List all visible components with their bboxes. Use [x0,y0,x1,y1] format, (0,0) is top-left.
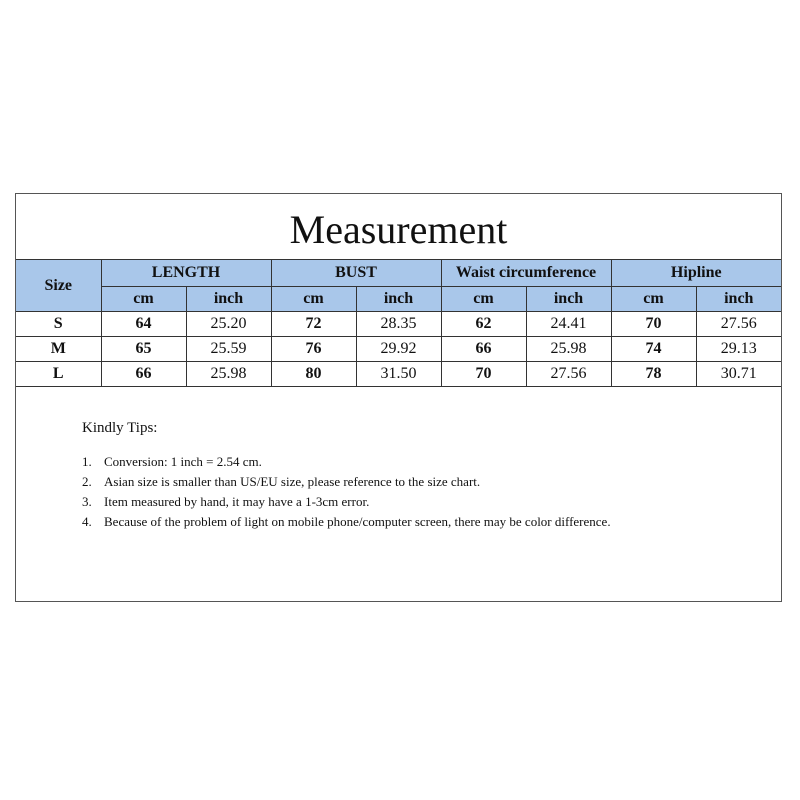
hipline-cm-value: 70 [611,312,696,337]
waist-cm-value: 66 [441,337,526,362]
bust-cm-value: 76 [271,337,356,362]
waist-group-header: Waist circumference [441,260,611,287]
tips-heading: Kindly Tips: [82,420,158,436]
size-chart-table [16,259,781,387]
table-unit-header-row [16,287,781,312]
bust-inch-value: 31.50 [356,362,441,387]
hipline-inch-value: 27.56 [696,312,781,337]
length-inch-value: 25.20 [186,312,271,337]
waist-inch-value: 25.98 [526,337,611,362]
tip-text: Item measured by hand, it may have a 1-3cm error. [104,494,370,509]
waist-inch-header: inch [526,287,611,312]
tip-text: Because of the problem of light on mobile phone/computer screen, there may be color difference. [104,514,611,529]
tips-section [82,418,682,532]
table-row [16,337,781,362]
tips-list [82,452,682,532]
length-inch-header: inch [186,287,271,312]
tip-text: Asian size is smaller than US/EU size, please reference to the size chart. [104,474,481,489]
tip-item [82,512,682,532]
waist-cm-value: 62 [441,312,526,337]
length-inch-value: 25.98 [186,362,271,387]
hipline-cm-value: 74 [611,337,696,362]
size-label: L [16,362,101,387]
table-row [16,362,781,387]
hipline-inch-value: 30.71 [696,362,781,387]
tip-item [82,492,682,512]
length-cm-value: 65 [101,337,186,362]
length-group-header: LENGTH [101,260,271,287]
waist-inch-value: 24.41 [526,312,611,337]
table-group-header-row [16,260,781,287]
bust-cm-header: cm [271,287,356,312]
hipline-group-header: Hipline [611,260,781,287]
bust-cm-value: 80 [271,362,356,387]
length-cm-header: cm [101,287,186,312]
length-cm-value: 66 [101,362,186,387]
tip-item [82,472,682,492]
size-column-header: Size [16,260,101,312]
tip-number: 2. [82,474,92,489]
waist-cm-value: 70 [441,362,526,387]
length-cm-value: 64 [101,312,186,337]
size-label: M [16,337,101,362]
tip-item [82,452,682,472]
hipline-cm-value: 78 [611,362,696,387]
tip-number: 3. [82,494,92,509]
tip-text: Conversion: 1 inch = 2.54 cm. [104,454,262,469]
bust-group-header: BUST [271,260,441,287]
tip-number: 4. [82,514,92,529]
waist-inch-value: 27.56 [526,362,611,387]
size-label: S [16,312,101,337]
bust-inch-header: inch [356,287,441,312]
hipline-inch-value: 29.13 [696,337,781,362]
page-title: Measurement [289,207,508,252]
hipline-cm-header: cm [611,287,696,312]
bust-inch-value: 29.92 [356,337,441,362]
tip-number: 1. [82,454,92,469]
bust-inch-value: 28.35 [356,312,441,337]
table-row [16,312,781,337]
measurement-card [15,193,782,602]
hipline-inch-header: inch [696,287,781,312]
length-inch-value: 25.59 [186,337,271,362]
bust-cm-value: 72 [271,312,356,337]
waist-cm-header: cm [441,287,526,312]
